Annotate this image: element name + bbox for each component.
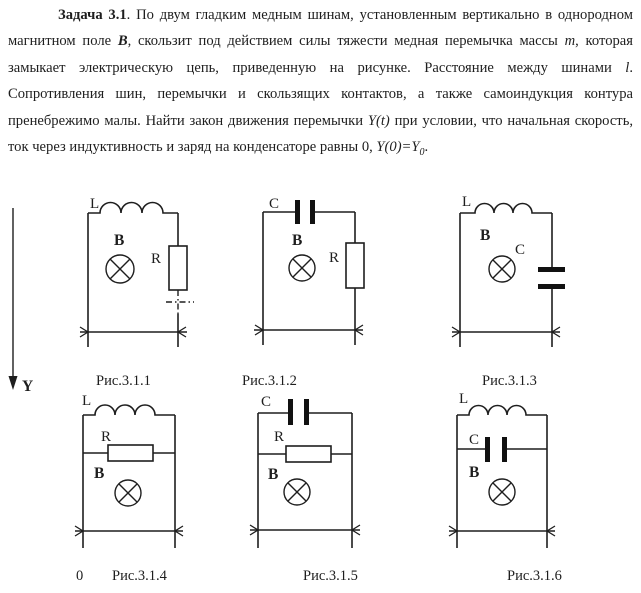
field-label: B bbox=[114, 232, 125, 249]
y-axis bbox=[5, 200, 50, 396]
field-label: B bbox=[268, 466, 279, 483]
inductor-symbol bbox=[88, 203, 178, 214]
resistor-label: R bbox=[101, 429, 112, 445]
problem-statement bbox=[8, 2, 633, 166]
caption-fig-3-1-3: Рис.3.1.3 bbox=[482, 373, 537, 389]
caption-fig-3-1-1: Рис.3.1.1 bbox=[96, 373, 151, 389]
field-label: B bbox=[94, 465, 105, 482]
circuit-fig-3-1-3 bbox=[445, 190, 580, 355]
variable-Y0-subscript: 0 bbox=[419, 146, 425, 158]
statement-text-6: . bbox=[424, 139, 429, 156]
capacitor-symbol bbox=[538, 267, 565, 272]
circuit-fig-3-1-1 bbox=[70, 190, 205, 355]
field-label: B bbox=[469, 464, 480, 481]
inductor-label: L bbox=[462, 194, 472, 210]
caption-fig-3-1-2: Рис.3.1.2 bbox=[242, 373, 297, 389]
resistor-label: R bbox=[274, 429, 285, 445]
capacitor-symbol bbox=[295, 200, 300, 224]
field-label: B bbox=[292, 232, 303, 249]
field-label: B bbox=[480, 227, 491, 244]
statement-text-3: , которая замыкает электрическую цепь, приведенную на рисунке. Расстояние между шинами bbox=[8, 33, 633, 76]
statement-text-5: при условии, что начальная скорость, ток через индуктивность и заряд на конденсаторе равны 0, bbox=[8, 112, 633, 156]
capacitor-label: C bbox=[269, 196, 280, 212]
capacitor-symbol bbox=[485, 437, 490, 462]
variable-B: B bbox=[117, 33, 128, 50]
inductor-symbol bbox=[83, 405, 175, 415]
capacitor-label: C bbox=[261, 394, 272, 410]
resistor-symbol bbox=[286, 446, 331, 462]
resistor-label: R bbox=[151, 251, 162, 267]
problem-number: Задача 3.1 bbox=[58, 7, 127, 23]
resistor-symbol bbox=[108, 445, 153, 461]
variable-Yt: Y(t) bbox=[367, 112, 390, 129]
circuit-fig-3-1-6 bbox=[440, 388, 575, 560]
inductor-label: L bbox=[90, 196, 100, 212]
y-axis-label: Y bbox=[22, 378, 34, 395]
resistor-symbol bbox=[169, 246, 187, 290]
caption-fig-3-1-5: Рис.3.1.5 bbox=[303, 568, 358, 584]
caption-fig-3-1-4: Рис.3.1.4 bbox=[112, 568, 167, 584]
axis-origin-label: 0 bbox=[76, 568, 84, 584]
circuit-fig-3-1-5 bbox=[240, 388, 375, 560]
y-axis-arrowhead-icon bbox=[9, 376, 18, 390]
statement-text-2: , скользит под действием силы тяжести медная перемычка массы bbox=[127, 33, 565, 50]
inductor-symbol bbox=[460, 204, 552, 214]
variable-m: m bbox=[564, 33, 576, 50]
resistor-label: R bbox=[329, 250, 340, 266]
resistor-symbol bbox=[346, 243, 364, 288]
inductor-label: L bbox=[459, 391, 469, 407]
circuit-fig-3-1-2 bbox=[245, 190, 380, 355]
circuit-fig-3-1-4 bbox=[65, 388, 200, 560]
statement-text-1: . По двум гладким медным шинам, установленным вертикально в однородном магнитном поле bbox=[8, 7, 633, 50]
statement-text-4: . Сопротивления шин, перемычки и скользящих контактов, а также самоиндукция контура пренебрежимо малы. Найти закон движения перемычки bbox=[8, 59, 633, 129]
inductor-symbol bbox=[457, 406, 547, 416]
capacitor-label: C bbox=[515, 242, 526, 258]
capacitor-label: C bbox=[469, 432, 480, 448]
variable-l: l bbox=[625, 59, 630, 76]
inductor-label: L bbox=[82, 393, 92, 409]
caption-fig-3-1-6: Рис.3.1.6 bbox=[507, 568, 562, 584]
variable-Y0: Y(0)=Y bbox=[376, 139, 420, 156]
capacitor-symbol bbox=[288, 399, 293, 425]
